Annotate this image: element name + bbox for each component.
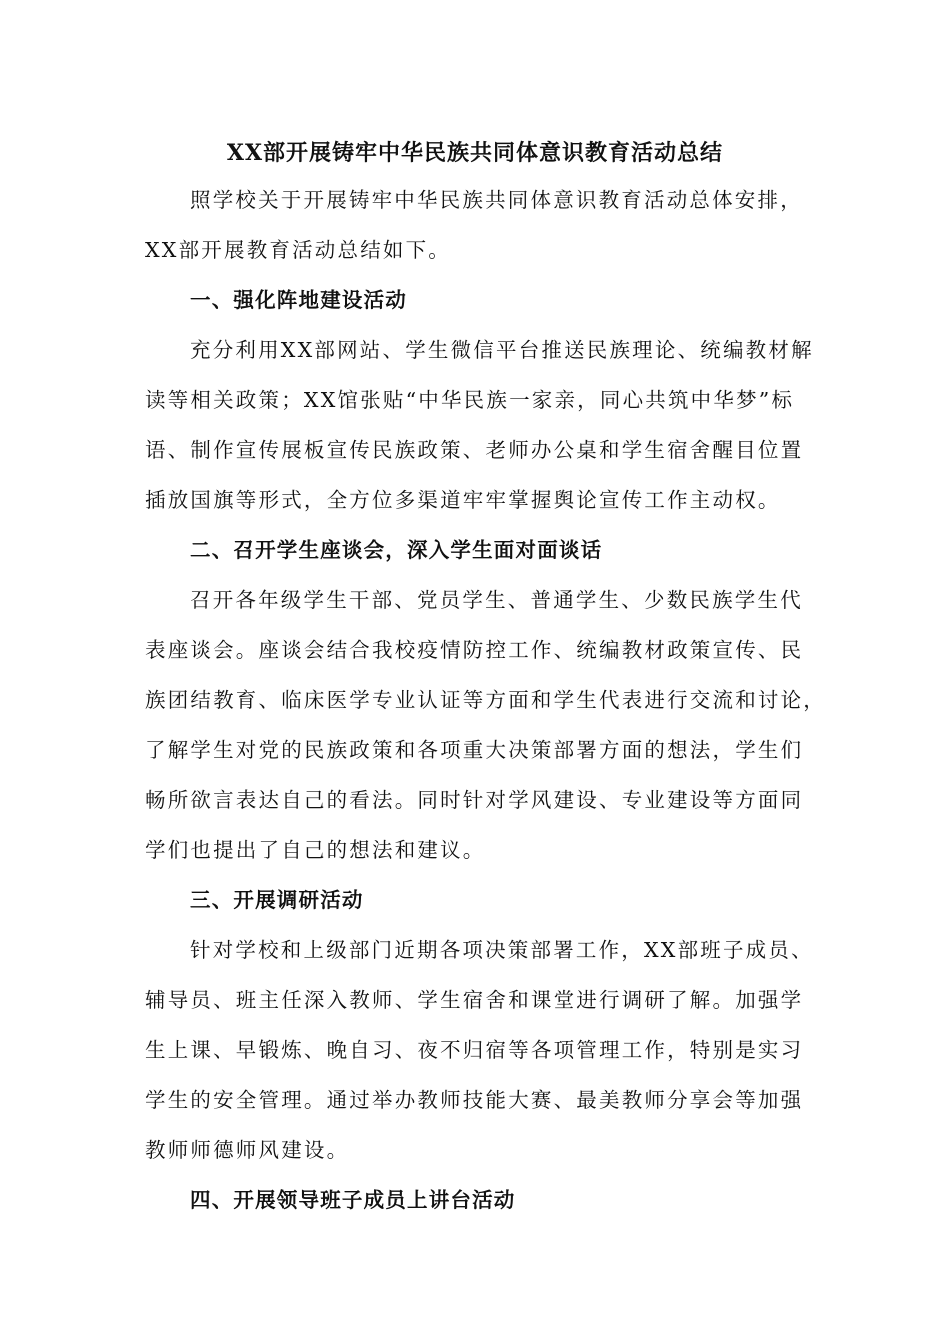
paragraph-line: 辅导员、班主任深入教师、学生宿舍和课堂进行调研了解。加强学: [145, 988, 804, 1012]
paragraph-line: 插放国旗等形式，全方位多渠道牢牢掌握舆论宣传工作主动权。: [145, 488, 781, 512]
paragraph-line: 召开各年级学生干部、党员学生、普通学生、少数民族学生代: [190, 588, 803, 612]
section-heading: 二、召开学生座谈会，深入学生面对面谈话: [190, 538, 603, 562]
paragraph-line: 学们也提出了自己的想法和建议。: [145, 838, 486, 862]
paragraph-line: 读等相关政策；XX馆张贴“中华民族一家亲，同心共筑中华梦”标: [145, 388, 795, 412]
paragraph-line: 充分利用XX部网站、学生微信平台推送民族理论、统编教材解: [190, 338, 814, 362]
paragraph-line: 族团结教育、临床医学专业认证等方面和学生代表进行交流和讨论，: [145, 688, 826, 712]
paragraph-line: 畅所欲言表达自己的看法。同时针对学风建设、专业建设等方面同: [145, 788, 804, 812]
document-title: XX部开展铸牢中华民族共同体意识教育活动总结: [226, 140, 724, 166]
intro-line: XX部开展教育活动总结如下。: [145, 238, 451, 262]
section-heading: 三、开展调研活动: [190, 888, 364, 912]
paragraph-line: 语、制作宣传展板宣传民族政策、老师办公桌和学生宿舍醒目位置: [145, 438, 804, 462]
intro-line: 照学校关于开展铸牢中华民族共同体意识教育活动总体安排，: [190, 188, 803, 212]
paragraph-line: 针对学校和上级部门近期各项决策部署工作，XX部班子成员、: [190, 938, 814, 962]
paragraph-line: 了解学生对党的民族政策和各项重大决策部署方面的想法，学生们: [145, 738, 804, 762]
paragraph-line: 学生的安全管理。通过举办教师技能大赛、最美教师分享会等加强: [145, 1088, 804, 1112]
paragraph-line: 教师师德师风建设。: [145, 1138, 350, 1162]
paragraph-line: 表座谈会。座谈会结合我校疫情防控工作、统编教材政策宣传、民: [145, 638, 804, 662]
paragraph-line: 生上课、早锻炼、晚自习、夜不归宿等各项管理工作，特别是实习: [145, 1038, 804, 1062]
section-heading: 四、开展领导班子成员上讲台活动: [190, 1188, 516, 1212]
section-heading: 一、强化阵地建设活动: [190, 288, 407, 312]
